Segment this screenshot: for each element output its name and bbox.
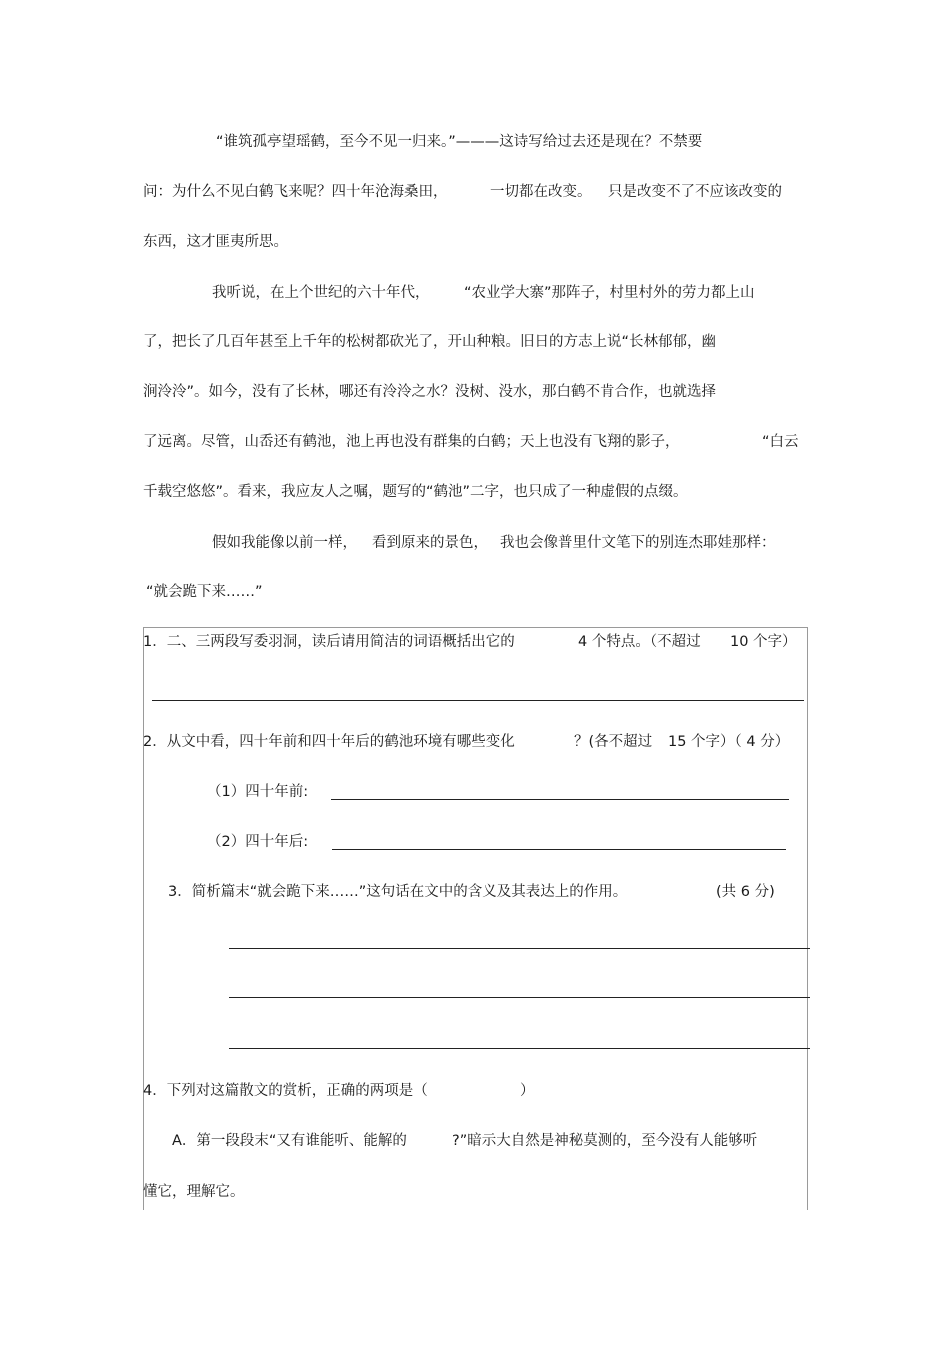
p1-line3: 东西，这才匪夷所思。 bbox=[143, 234, 288, 250]
p2-line3: 涧泠泠”。如今，没有了长林，哪还有泠泠之水？没树、没水，那白鹤不肯合作，也就选择 bbox=[143, 384, 717, 400]
q4-option-a-part2: ?”暗示大自然是神秘莫测的，至今没有人能够听 bbox=[452, 1133, 758, 1149]
q2-sub1-answer-line[interactable] bbox=[331, 799, 789, 800]
q3-answer-line-2[interactable] bbox=[229, 997, 810, 998]
q4-text: 4．下列对这篇散文的赏析，正确的两项是（ bbox=[143, 1083, 428, 1099]
q2-text: 2．从文中看，四十年前和四十年后的鹤池环境有哪些变化 bbox=[143, 734, 515, 750]
q3-text: 3．简析篇末“就会跪下来……”这句话在文中的含义及其表达上的作用。 bbox=[168, 884, 628, 900]
questions-frame-top bbox=[143, 627, 807, 628]
q2-score: 15 个字）（ 4 分） bbox=[668, 734, 790, 750]
q2-sub1-label: （1）四十年前: bbox=[207, 784, 309, 800]
p3-line1c: 我也会像普里什文笔下的别连杰耶娃那样： bbox=[500, 535, 776, 551]
q1-count: 4 个特点。（不超过 bbox=[578, 634, 701, 650]
p3-line1b: 看到原来的景色， bbox=[372, 535, 488, 551]
q1-text: 1．二、三两段写委羽洞，读后请用简洁的词语概括出它的 bbox=[143, 634, 515, 650]
q2-sub2-answer-line[interactable] bbox=[332, 849, 786, 850]
p2-line1a: 我听说，在上个世纪的六十年代， bbox=[212, 285, 430, 301]
p3-line1a: 假如我能像以前一样， bbox=[212, 535, 357, 551]
q1-answer-line[interactable] bbox=[152, 700, 804, 701]
p2-line4a: 了远离。尽管，山岙还有鹤池，池上再也没有群集的白鹤；天上也没有飞翔的影子， bbox=[143, 434, 680, 450]
p1-line2a: 问：为什么不见白鹤飞来呢？四十年沧海桑田， bbox=[143, 184, 448, 200]
q3-answer-line-3[interactable] bbox=[229, 1048, 810, 1049]
questions-frame-right bbox=[807, 627, 808, 1210]
p2-line1b: “农业学大寨”那阵子，村里村外的劳力都上山 bbox=[464, 285, 755, 301]
p1-line2c: 只是改变不了不应该改变的 bbox=[608, 184, 782, 200]
p2-line5: 千载空悠悠”。看来，我应友人之嘱，题写的“鹤池”二字，也只成了一种虚假的点缀。 bbox=[143, 484, 688, 500]
p3-line2: “就会跪下来……” bbox=[146, 584, 263, 600]
q4-option-a-part1: A．第一段段末“又有谁能听、能解的 bbox=[172, 1133, 407, 1149]
p1-line2b: 一切都在改变。 bbox=[490, 184, 592, 200]
q3-answer-line-1[interactable] bbox=[229, 948, 810, 949]
p2-line2: 了，把长了几百年甚至上千年的松树都砍光了，开山种粮。旧日的方志上说“长林郁郁，幽 bbox=[143, 334, 717, 350]
p1-line1: “谁筑孤亭望瑶鹤，至今不见一归来。”———这诗写给过去还是现在？不禁要 bbox=[216, 134, 703, 150]
q4-bracket-close: ） bbox=[520, 1083, 535, 1099]
q4-option-a-line2: 懂它，理解它。 bbox=[143, 1184, 245, 1200]
q1-limit: 10 个字） bbox=[730, 634, 797, 650]
p2-line4b: “白云 bbox=[762, 434, 799, 450]
q3-score: (共 6 分) bbox=[716, 884, 775, 900]
questions-frame-left bbox=[143, 627, 144, 1210]
q2-sub2-label: （2）四十年后: bbox=[207, 834, 309, 850]
q2-limit: ？(各不超过 bbox=[574, 734, 653, 750]
